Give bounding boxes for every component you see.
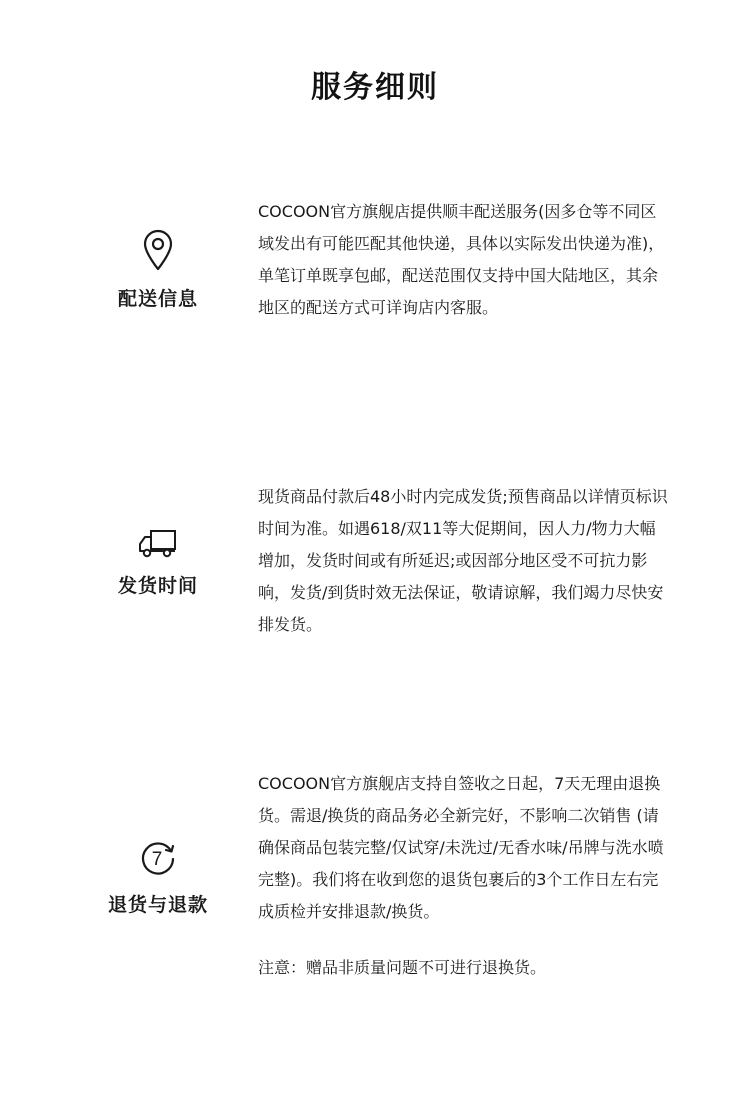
section-text: 现货商品付款后48小时内完成发货;预售商品以详情页标识时间为准。如遇618/双11等大促期间，因人力/物力大幅增加，发货时间或有所延迟;或因部分地区受不可抗力影响，发货/到货时效无法保证，敬请谅解，我们竭力尽快安排发货。 <box>258 487 668 634</box>
icon-number: 7 <box>151 849 163 870</box>
section-icon-block <box>98 527 218 598</box>
section-body <box>258 768 668 984</box>
section-icon-block <box>98 838 218 917</box>
section-body <box>258 196 668 324</box>
delivery-truck-icon <box>137 527 179 559</box>
page-title: 服务细则 <box>311 70 439 105</box>
seven-day-return-icon <box>138 838 178 878</box>
section-text: COCOON官方旗舰店提供顺丰配送服务(因多仓等不同区域发出有可能匹配其他快递，具体以实际发出快递为准)，单笔订单既享包邮，配送范围仅支持中国大陆地区，其余地区的配送方式可详询店内客服。 <box>258 202 665 317</box>
section-body <box>258 481 668 641</box>
section-label: 配送信息 <box>117 288 198 310</box>
location-pin-icon <box>140 228 176 272</box>
section-text: COCOON官方旗舰店支持自签收之日起，7天无理由退换货。需退/换货的商品务必全新完好，不影响二次销售 (请确保商品包装完整/仅试穿/未洗过/无香水味/吊牌与洗水喷完整)。我们将在收到您的退货包裹后的3个工作日左右完成质检并安排退款/换货。 <box>258 774 664 921</box>
section-note: 注意：赠品非质量问题不可进行退换货。 <box>258 958 547 977</box>
section-label: 退货与退款 <box>107 894 208 916</box>
section-label: 发货时间 <box>117 575 198 597</box>
section-icon-block <box>98 228 218 311</box>
